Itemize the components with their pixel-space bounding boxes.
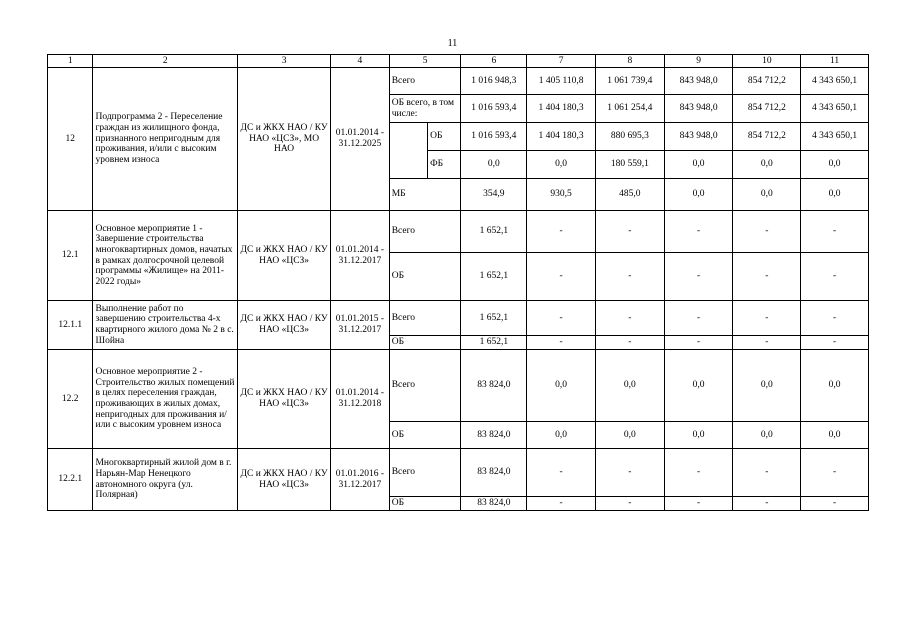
value-cell: - <box>527 336 596 350</box>
column-number: 8 <box>595 55 664 68</box>
row-number: 12 <box>48 68 93 211</box>
value-cell: 0,0 <box>664 179 733 211</box>
source-label: ОБ <box>389 253 461 301</box>
table-row <box>48 301 869 336</box>
column-number: 9 <box>664 55 733 68</box>
value-cell: 0,0 <box>733 350 801 422</box>
value-cell: - <box>527 253 596 301</box>
column-number: 4 <box>331 55 390 68</box>
page-number: 11 <box>447 38 458 49</box>
value-cell: 83 824,0 <box>461 497 527 511</box>
value-cell: 83 824,0 <box>461 449 527 497</box>
value-cell: 0,0 <box>801 151 869 179</box>
program-table <box>47 54 869 511</box>
value-cell: 4 343 650,1 <box>801 95 869 123</box>
row-number: 12.2.1 <box>48 449 93 511</box>
row-number: 12.1.1 <box>48 301 93 350</box>
blank-cell <box>389 123 427 179</box>
value-cell: 1 652,1 <box>461 301 527 336</box>
table-row <box>48 211 869 253</box>
value-cell: 854 712,2 <box>733 123 801 151</box>
executor: ДС и ЖКХ НАО / КУ НАО «ЦСЗ» <box>238 211 331 301</box>
value-cell: - <box>801 253 869 301</box>
value-cell: 354,9 <box>461 179 527 211</box>
source-label: МБ <box>389 179 461 211</box>
source-label: Всего <box>389 301 461 336</box>
value-cell: 0,0 <box>664 151 733 179</box>
row-number: 12.2 <box>48 350 93 449</box>
column-number: 3 <box>238 55 331 68</box>
period: 01.01.2014 - 31.12.2017 <box>331 211 390 301</box>
value-cell: 0,0 <box>527 350 596 422</box>
value-cell: 1 404 180,3 <box>527 95 596 123</box>
source-label: Всего <box>389 68 461 95</box>
activity-name: Подпрограмма 2 - Переселение граждан из жилищного фонда, признанного непригодным для проживания, и/или с высоким уровнем износа <box>93 68 238 211</box>
activity-name: Основное мероприятие 1 - Завершение строительства многоквартирных домов, начатых в рамках долгосрочной целевой программы «Жилище» на 2011-2022 годы» <box>93 211 238 301</box>
value-cell: - <box>527 211 596 253</box>
value-cell: - <box>801 336 869 350</box>
value-cell: - <box>733 301 801 336</box>
value-cell: 1 652,1 <box>461 253 527 301</box>
source-label: ОБ <box>389 497 461 511</box>
value-cell: - <box>664 449 733 497</box>
source-label: Всего <box>389 449 461 497</box>
source-label: ОБ <box>389 422 461 449</box>
value-cell: - <box>733 497 801 511</box>
value-cell: 0,0 <box>664 422 733 449</box>
value-cell: 854 712,2 <box>733 95 801 123</box>
value-cell: 1 652,1 <box>461 211 527 253</box>
value-cell: - <box>527 449 596 497</box>
value-cell: 1 016 593,4 <box>461 95 527 123</box>
value-cell: 1 405 110,8 <box>527 68 596 95</box>
row-number: 12.1 <box>48 211 93 301</box>
value-cell: 0,0 <box>527 422 596 449</box>
value-cell: - <box>595 449 664 497</box>
value-cell: 1 016 593,4 <box>461 123 527 151</box>
value-cell: - <box>527 497 596 511</box>
value-cell: 843 948,0 <box>664 123 733 151</box>
source-label: ОБ <box>428 123 461 151</box>
column-number: 11 <box>801 55 869 68</box>
table-row <box>48 68 869 95</box>
column-number: 7 <box>527 55 596 68</box>
column-number: 10 <box>733 55 801 68</box>
value-cell: - <box>664 301 733 336</box>
value-cell: 0,0 <box>801 422 869 449</box>
value-cell: 1 061 254,4 <box>595 95 664 123</box>
value-cell: 843 948,0 <box>664 95 733 123</box>
value-cell: - <box>595 336 664 350</box>
value-cell: - <box>733 253 801 301</box>
executor: ДС и ЖКХ НАО / КУ НАО «ЦСЗ» <box>238 350 331 449</box>
value-cell: - <box>801 497 869 511</box>
period: 01.01.2015 - 31.12.2017 <box>331 301 390 350</box>
value-cell: - <box>733 449 801 497</box>
value-cell: 843 948,0 <box>664 68 733 95</box>
value-cell: - <box>527 301 596 336</box>
value-cell: 0,0 <box>461 151 527 179</box>
value-cell: 930,5 <box>527 179 596 211</box>
value-cell: 4 343 650,1 <box>801 123 869 151</box>
value-cell: 0,0 <box>733 422 801 449</box>
value-cell: - <box>801 211 869 253</box>
value-cell: - <box>664 497 733 511</box>
value-cell: 0,0 <box>527 151 596 179</box>
activity-name: Выполнение работ по завершению строительства 4-х квартирного жилого дома № 2 в с. Шойна <box>93 301 238 350</box>
value-cell: - <box>595 253 664 301</box>
value-cell: 180 559,1 <box>595 151 664 179</box>
value-cell: 1 016 948,3 <box>461 68 527 95</box>
value-cell: 0,0 <box>664 350 733 422</box>
activity-name: Многоквартирный жилой дом в г. Нарьян-Мар Ненецкого автономного округа (ул. Полярная) <box>93 449 238 511</box>
period: 01.01.2016 - 31.12.2017 <box>331 449 390 511</box>
column-number: 6 <box>461 55 527 68</box>
activity-name: Основное мероприятие 2 - Строительство жилых помещений в целях переселения граждан, проживающих в жилых домах, непригодных для проживания и/или с высоким уровнем износа <box>93 350 238 449</box>
column-number-row <box>48 55 869 68</box>
source-label: ФБ <box>428 151 461 179</box>
value-cell: 0,0 <box>801 179 869 211</box>
value-cell: 1 652,1 <box>461 336 527 350</box>
value-cell: - <box>801 301 869 336</box>
executor: ДС и ЖКХ НАО / КУ НАО «ЦСЗ», МО НАО <box>238 68 331 211</box>
value-cell: 485,0 <box>595 179 664 211</box>
table-row <box>48 449 869 497</box>
value-cell: 0,0 <box>801 350 869 422</box>
value-cell: - <box>664 253 733 301</box>
value-cell: 0,0 <box>733 179 801 211</box>
source-label: Всего <box>389 211 461 253</box>
value-cell: 83 824,0 <box>461 422 527 449</box>
value-cell: - <box>733 211 801 253</box>
value-cell: 0,0 <box>595 350 664 422</box>
value-cell: 1 061 739,4 <box>595 68 664 95</box>
column-number: 1 <box>48 55 93 68</box>
value-cell: 880 695,3 <box>595 123 664 151</box>
executor: ДС и ЖКХ НАО / КУ НАО «ЦСЗ» <box>238 449 331 511</box>
value-cell: 1 404 180,3 <box>527 123 596 151</box>
executor: ДС и ЖКХ НАО / КУ НАО «ЦСЗ» <box>238 301 331 350</box>
value-cell: 0,0 <box>733 151 801 179</box>
column-number: 5 <box>389 55 461 68</box>
value-cell: 83 824,0 <box>461 350 527 422</box>
value-cell: - <box>733 336 801 350</box>
table-row <box>48 350 869 422</box>
value-cell: 0,0 <box>595 422 664 449</box>
value-cell: - <box>664 211 733 253</box>
value-cell: - <box>595 301 664 336</box>
source-label: Всего <box>389 350 461 422</box>
value-cell: - <box>595 211 664 253</box>
value-cell: 854 712,2 <box>733 68 801 95</box>
column-number: 2 <box>93 55 238 68</box>
value-cell: - <box>595 497 664 511</box>
period: 01.01.2014 - 31.12.2025 <box>331 68 390 211</box>
value-cell: 4 343 650,1 <box>801 68 869 95</box>
period: 01.01.2014 - 31.12.2018 <box>331 350 390 449</box>
value-cell: - <box>664 336 733 350</box>
source-label: ОБ <box>389 336 461 350</box>
value-cell: - <box>801 449 869 497</box>
source-label: ОБ всего, в том числе: <box>389 95 461 123</box>
